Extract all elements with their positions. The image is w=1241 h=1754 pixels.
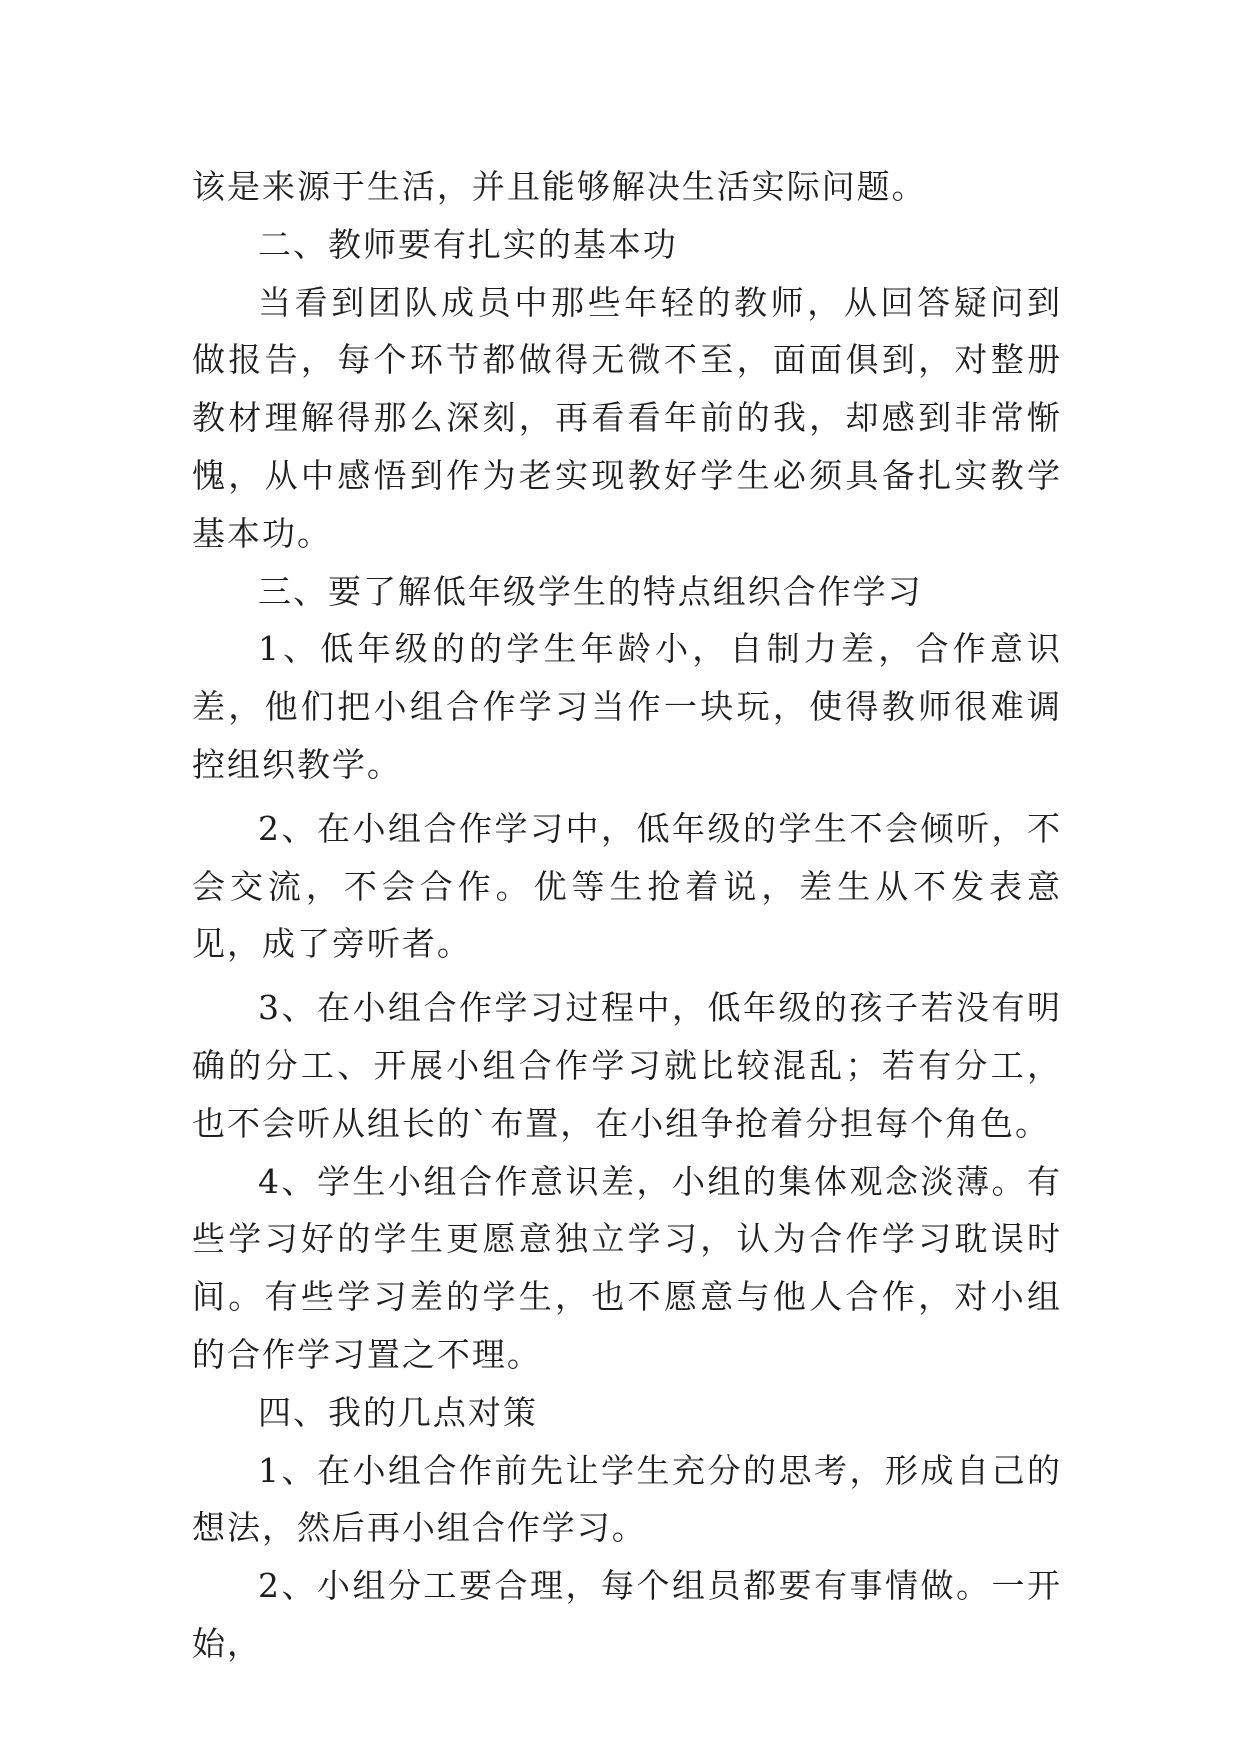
paragraph-teacher-skills: 当看到团队成员中那些年轻的教师，从回答疑问到做报告，每个环节都做得无微不至，面面俱到，对整册教材理解得那么深刻，再看看年前的我，却感到非常惭愧，从中感悟到作为老实现教好学生必须具备扎实教学基本功。 bbox=[192, 282, 1062, 553]
list-item-problem-2: 2、在小组合作学习中，低年级的学生不会倾听，不会交流，不会合作。优等生抢着说，差生从不发表意见，成了旁听者。 bbox=[192, 808, 1062, 964]
section-heading-4: 四、我的几点对策 bbox=[258, 1392, 538, 1432]
section-heading-3: 三、要了解低年级学生的特点组织合作学习 bbox=[258, 571, 923, 611]
document-body bbox=[192, 158, 1062, 1673]
paragraph-continuation: 该是来源于生活，并且能够解决生活实际问题。 bbox=[192, 167, 927, 206]
list-item-problem-3: 3、在小组合作学习过程中，低年级的孩子若没有明确的分工、开展小组合作学习就比较混乱；若有分工，也不会听从组长的`布置，在小组争抢着分担每个角色。 bbox=[192, 988, 1062, 1143]
list-item-strategy-2: 2、小组分工要合理，每个组员都要有事情做。一开始， bbox=[192, 1566, 1062, 1663]
list-item-problem-4: 4、学生小组合作意识差，小组的集体观念淡薄。有些学习好的学生更愿意独立学习，认为合作学习耽误时间。有些学习差的学生，也不愿意与他人合作，对小组的合作学习置之不理。 bbox=[192, 1161, 1062, 1374]
list-item-problem-1: 1、低年级的的学生年龄小，自制力差，合作意识差，他们把小组合作学习当作一块玩，使得教师很难调控组织教学。 bbox=[192, 629, 1062, 784]
list-item-strategy-1: 1、在小组合作前先让学生充分的思考，形成自己的想法，然后再小组合作学习。 bbox=[192, 1450, 1062, 1548]
section-heading-2: 二、教师要有扎实的基本功 bbox=[258, 224, 678, 264]
